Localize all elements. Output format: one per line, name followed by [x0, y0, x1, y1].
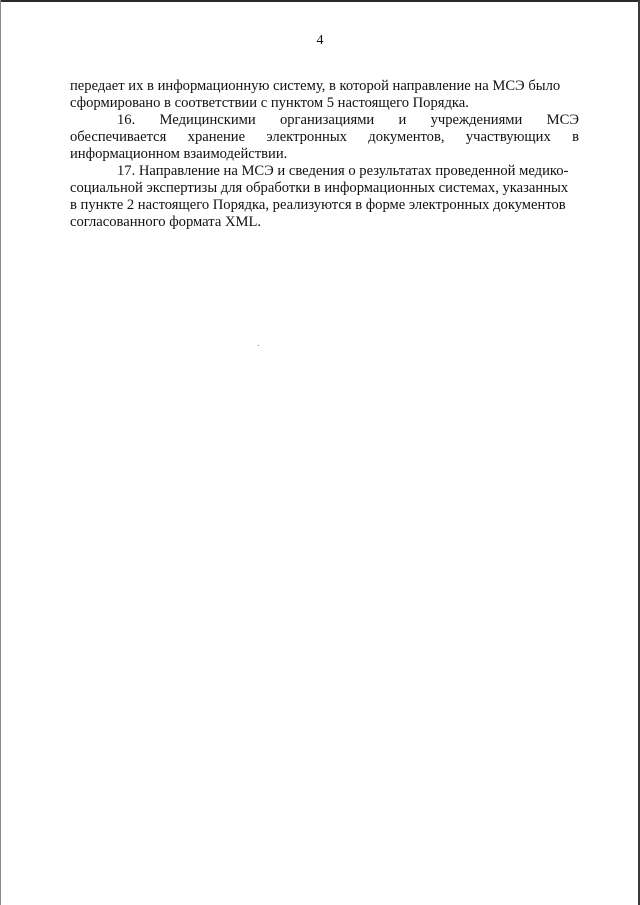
word: обеспечивается — [70, 129, 167, 145]
word: учреждениями — [430, 112, 523, 128]
text-line-justified — [70, 112, 579, 129]
text-line: социальной экспертизы для обработки в информационных системах, указанных — [70, 180, 569, 196]
word: в — [572, 129, 579, 145]
word: Медицинскими — [159, 112, 256, 128]
text-line: информационном взаимодействии. — [70, 146, 288, 162]
paragraph-number: 16. — [117, 112, 136, 128]
word: организациями — [279, 112, 375, 128]
text-line: в пункте 2 настоящего Порядка, реализуются в форме электронных документов — [70, 197, 566, 213]
word: документов, — [368, 129, 445, 145]
text-line-justified — [70, 129, 579, 146]
document-body — [70, 78, 579, 231]
page-edge-top — [0, 0, 640, 2]
page-number: 4 — [316, 33, 324, 48]
text-line: передает их в информационную систему, в которой направление на МСЭ было — [70, 78, 561, 94]
word: электронных — [266, 129, 347, 145]
text-line: 17. Направление на МСЭ и сведения о результатах проведенной медико- — [117, 163, 569, 179]
scan-speck — [258, 345, 259, 346]
word: и — [398, 112, 407, 128]
text-line: согласованного формата XML. — [70, 214, 262, 230]
paragraph-16 — [70, 112, 579, 163]
word: МСЭ — [546, 112, 579, 128]
paragraph-17 — [70, 163, 579, 231]
page-edge-left — [0, 0, 1, 905]
word: хранение — [187, 129, 246, 145]
word: участвующих — [465, 129, 551, 145]
paragraph-continuation — [70, 78, 579, 112]
text-line: сформировано в соответствии с пунктом 5 настоящего Порядка. — [70, 95, 469, 111]
